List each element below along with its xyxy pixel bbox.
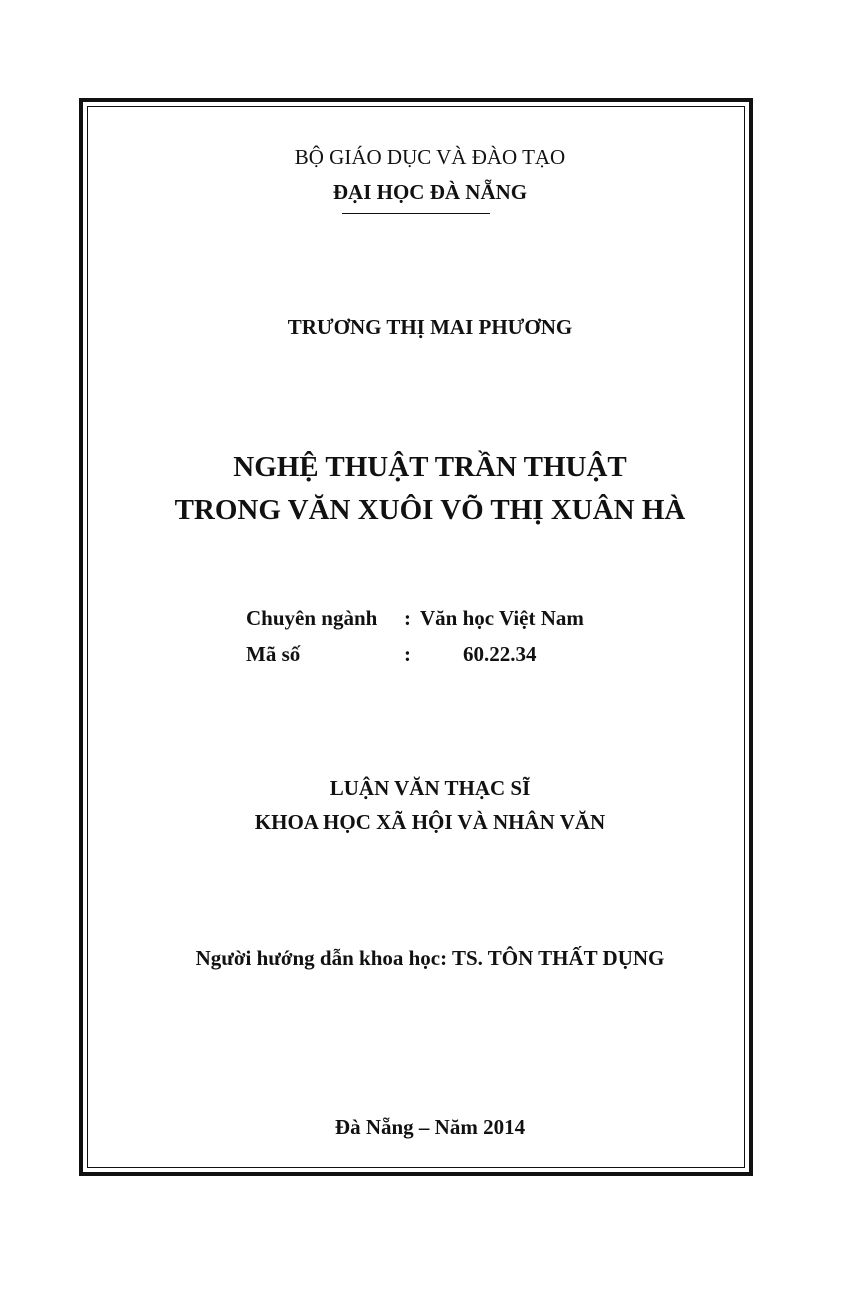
thesis-title-line-1: NGHỆ THUẬT TRẦN THUẬT (233, 451, 627, 483)
author-name: TRƯƠNG THỊ MAI PHƯƠNG (287, 315, 573, 339)
ministry-name: BỘ GIÁO DỤC VÀ ĐÀO TẠO (294, 145, 566, 169)
specialization-value: Văn học Việt Nam (420, 606, 584, 630)
thesis-title-line-2: TRONG VĂN XUÔI VÕ THỊ XUÂN HÀ (174, 494, 686, 526)
code-colon: : (404, 642, 411, 666)
specialization-label: Chuyên ngành (246, 606, 378, 630)
page-border-outer (79, 98, 753, 1176)
page-border-inner (87, 106, 745, 1168)
degree-line-2: KHOA HỌC XÃ HỘI VÀ NHÂN VĂN (254, 810, 606, 834)
degree-line-1: LUẬN VĂN THẠC SĨ (329, 776, 531, 800)
code-value: 60.22.34 (463, 642, 537, 666)
advisor-line: Người hướng dẫn khoa học: TS. TÔN THẤT DỤNG (195, 946, 665, 970)
specialization-colon: : (404, 606, 411, 630)
code-label: Mã số (246, 642, 301, 666)
university-name: ĐẠI HỌC ĐÀ NẴNG (332, 180, 528, 204)
header-divider (342, 213, 490, 214)
place-date: Đà Nẵng – Năm 2014 (334, 1115, 526, 1139)
